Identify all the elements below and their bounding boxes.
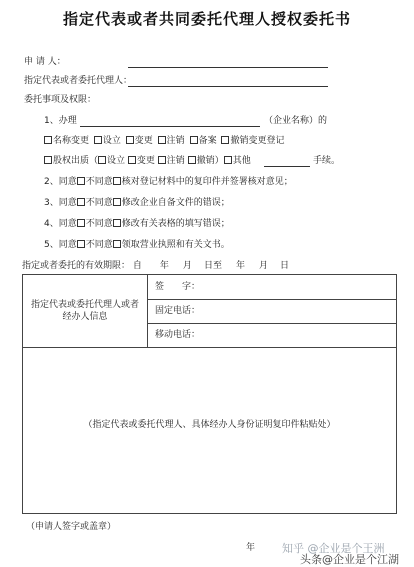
agree-checkbox[interactable] <box>77 219 85 227</box>
item-4: 4、同意 不同意 修改有关表格的填写错误； <box>44 219 230 229</box>
document-title: 指定代表或者共同委托代理人授权委托书 <box>62 10 351 28</box>
checkbox[interactable] <box>224 156 232 164</box>
date-year: 年 <box>246 543 256 553</box>
agent-field[interactable] <box>128 86 328 87</box>
procedures-text: 手续。 <box>313 156 341 166</box>
watermark-main: 知乎 @企业是个王洲 <box>282 542 385 555</box>
validity-row: 指定或者委托的有效期限： 自 年 月 日至 年 月 日 <box>22 261 289 271</box>
matters-label: 委托事项及权限： <box>24 95 97 105</box>
option-other[interactable]: 其他 <box>224 156 251 166</box>
item-2: 2、同意 不同意 核对登记材料中的复印件并签署核对意见； <box>44 177 293 187</box>
checkbox[interactable] <box>44 136 52 144</box>
applicant-label: 申 请 人： <box>24 57 66 67</box>
option-revoke-change[interactable]: 撤销变更登记 <box>221 136 284 146</box>
sign-label: 签 字： <box>155 282 201 292</box>
applicant-field[interactable] <box>128 67 328 68</box>
checkbox[interactable] <box>126 136 134 144</box>
agent-label: 指定代表或者委托代理人： <box>24 76 133 86</box>
checkbox[interactable] <box>44 156 52 164</box>
agree-checkbox[interactable] <box>77 198 85 206</box>
checkbox[interactable] <box>98 156 106 164</box>
checkbox[interactable] <box>128 156 136 164</box>
id-copy-paste-area[interactable]: （指定代表或委托代理人、具体经办人身份证明复印件粘贴处） <box>83 420 336 430</box>
option-cancel[interactable]: 注销 <box>158 136 185 146</box>
watermark-sub: 头条@企业是个江湖 <box>300 553 399 566</box>
option-pledge-revoke[interactable]: 撤销 <box>188 156 215 166</box>
divider <box>147 275 148 347</box>
agree-checkbox[interactable] <box>77 177 85 185</box>
disagree-checkbox[interactable] <box>113 240 121 248</box>
options-row1 <box>44 136 284 147</box>
agent-info-table <box>22 274 397 514</box>
checkbox[interactable] <box>158 136 166 144</box>
divider <box>147 299 396 300</box>
divider <box>23 347 396 348</box>
checkbox[interactable] <box>94 136 102 144</box>
option-pledge-setup[interactable]: 设立 <box>98 156 125 166</box>
mobile-label: 移动电话： <box>155 330 201 340</box>
divider <box>147 323 396 324</box>
signature-note: （申请人签字或盖章） <box>26 522 117 532</box>
option-pledge-cancel[interactable]: 注销 <box>158 156 185 166</box>
option-pledge-change[interactable]: 变更 <box>128 156 155 166</box>
validity-label: 指定或者委托的有效期限： <box>22 261 131 271</box>
option-setup[interactable]: 设立 <box>94 136 121 146</box>
option-change[interactable]: 变更 <box>126 136 153 146</box>
agree-checkbox[interactable] <box>77 240 85 248</box>
item-5: 5、同意 不同意 领取营业执照和有关文书。 <box>44 240 230 250</box>
checkbox[interactable] <box>188 156 196 164</box>
option-equity-pledge[interactable]: 股权出质（ <box>44 156 98 166</box>
info-label: 指定代表或委托代理人或者 经办人信息 <box>30 300 139 322</box>
item1-prefix: 1、办理 <box>44 116 77 126</box>
other-field[interactable] <box>264 166 310 167</box>
item1-suffix: （企业名称）的 <box>264 116 328 126</box>
disagree-checkbox[interactable] <box>113 198 121 206</box>
options-row2: 股权出质（ 设立 变更 注销 撤销） 其他 <box>44 156 251 167</box>
checkbox[interactable] <box>221 136 229 144</box>
option-filing[interactable]: 备案 <box>190 136 217 146</box>
company-name-field[interactable] <box>80 126 260 127</box>
disagree-checkbox[interactable] <box>113 219 121 227</box>
checkbox[interactable] <box>158 156 166 164</box>
item-3: 3、同意 不同意 修改企业自备文件的错误； <box>44 198 230 208</box>
checkbox[interactable] <box>190 136 198 144</box>
disagree-checkbox[interactable] <box>113 177 121 185</box>
phone-label: 固定电话： <box>155 306 201 316</box>
option-name-change[interactable]: 名称变更 <box>44 136 89 146</box>
